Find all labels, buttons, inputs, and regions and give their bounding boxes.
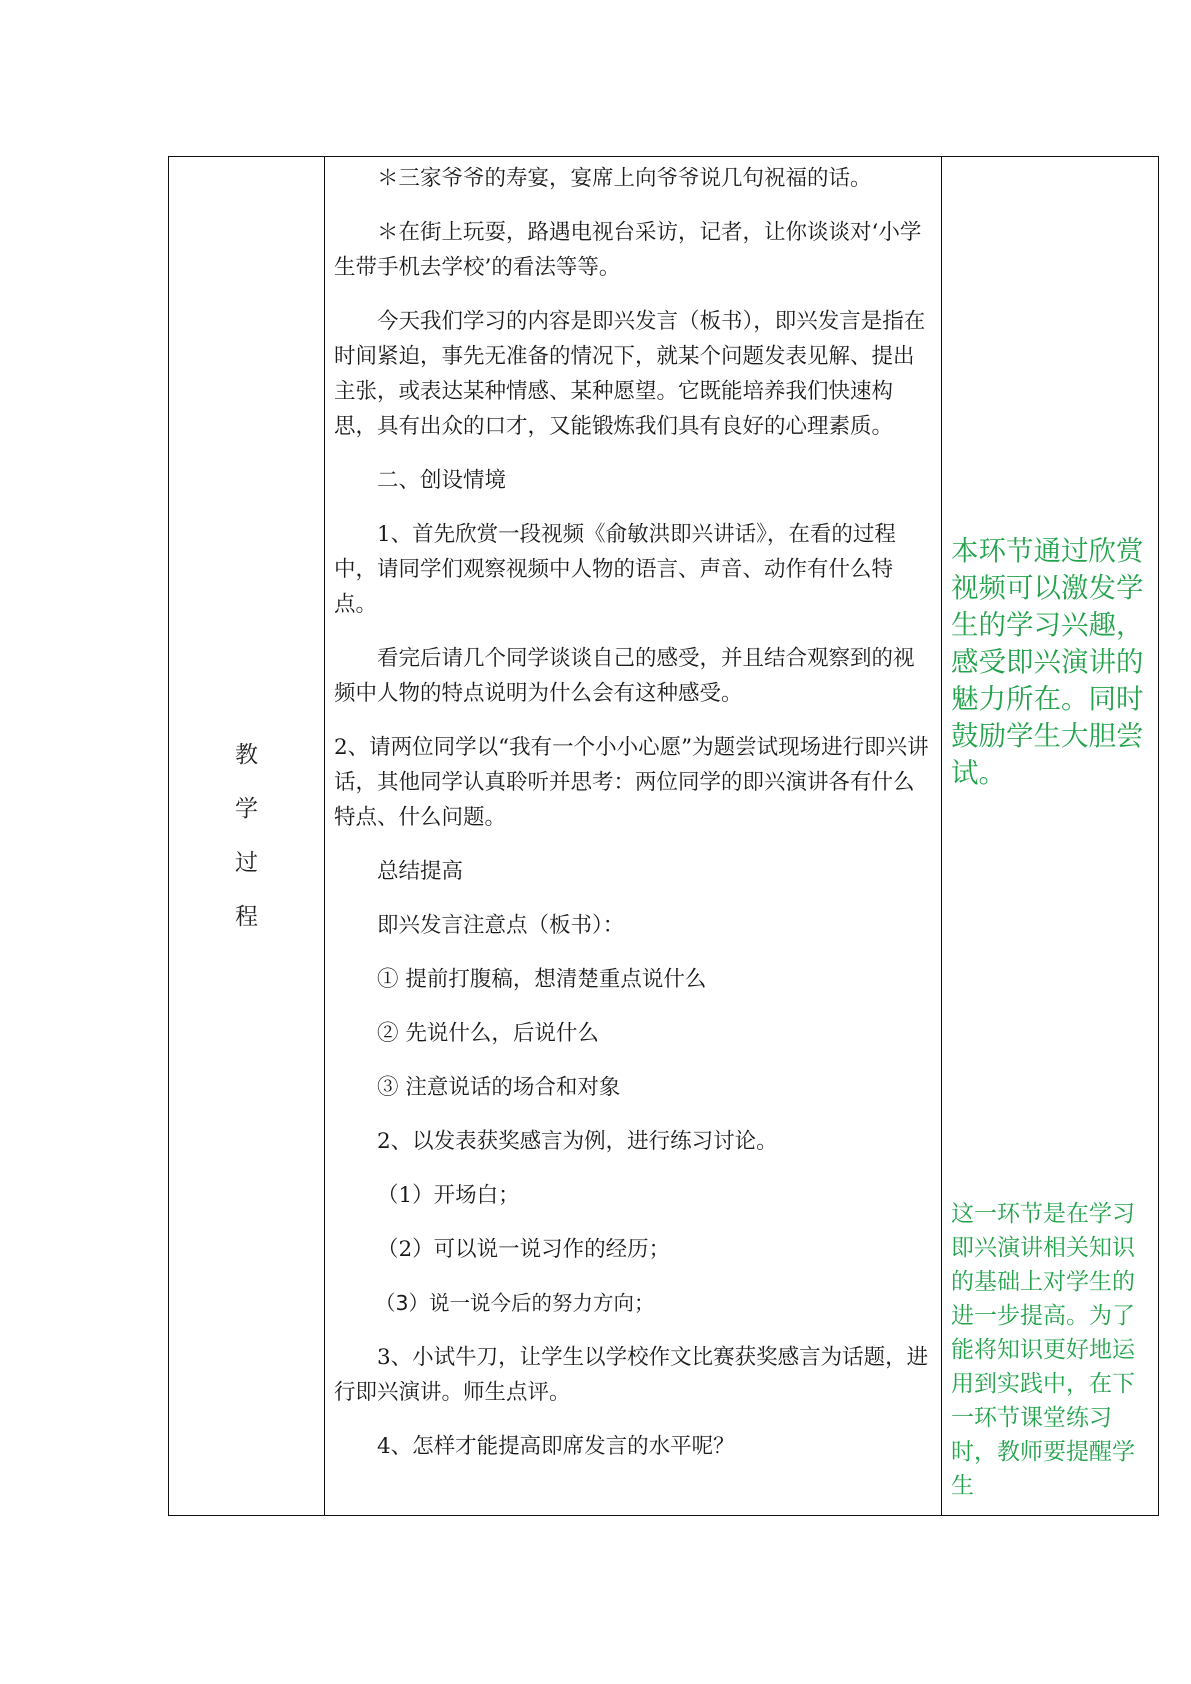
scenario-birthday: ＊三家爷爷的寿宴，宴席上向爷爷说几句祝福的话。 [377, 166, 872, 191]
design-note: 这一环节是在学习即兴演讲相关知识的基础上对学生的进一步提高。为了能将知识更好地运用到实践中，在下一环节课堂练习时，教师要提醒学生 [951, 1201, 1135, 1499]
speech-part-item: （2）可以说一说习作的经历； [377, 1237, 671, 1262]
speech-part-item: （1）开场白； [377, 1183, 520, 1208]
design-note: 本环节通过欣赏视频可以激发学生的学习兴趣，感受即兴演讲的魅力所在。同时鼓励学生大胆尝试。 [951, 535, 1144, 789]
key-point-item: ③ 注意说话的场合和对象 [377, 1075, 621, 1100]
step-video: 1、首先欣赏一段视频《俞敏洪即兴讲话》，在看的过程中，请同学们观察视频中人物的语言、声音、动作有什么特点。 [334, 522, 896, 617]
section-heading-situation: 二、创设情境 [377, 468, 507, 493]
scenario-interview: ＊在街上玩耍，路遇电视台采访，记者，让你谈谈对‘小学生带手机去学校’的看法等等。 [334, 220, 922, 280]
section-label-char: 程 [235, 904, 258, 930]
intro-paragraph: 今天我们学习的内容是即兴发言（板书），即兴发言是指在时间紧迫，事先无准备的情况下，就某个问题发表见解、提出主张，或表达某种情感、某种愿望。它既能培养我们快速构思，具有出众的口才，又能锻炼我们具有良好的心理素质。 [334, 309, 926, 439]
step-discussion: 看完后请几个同学谈谈自己的感受，并且结合观察到的视频中人物的特点说明为什么会有这种感受。 [334, 646, 915, 706]
table-row [169, 157, 1159, 1516]
key-points-heading: 即兴发言注意点（板书）： [377, 913, 625, 938]
speech-part-item: （3）说一说今后的努力方向； [375, 1291, 655, 1315]
key-point-item: ② 先说什么，后说什么 [377, 1021, 599, 1046]
design-notes-cell [942, 157, 1159, 1516]
lesson-table [168, 156, 1159, 1516]
key-point-item: ① 提前打腹稿，想清楚重点说什么 [377, 967, 707, 992]
section-label-cell [169, 157, 325, 1516]
step-question: 4、怎样才能提高即席发言的水平呢？ [377, 1434, 735, 1459]
section-label-char: 学 [235, 796, 258, 822]
step-wish-speech: 2、请两位同学以“我有一个小小心愿”为题尝试现场进行即兴讲话，其他同学认真聆听并思考：两位同学的即兴演讲各有什么特点、什么问题。 [334, 735, 929, 830]
step-practice: 3、小试牛刀，让学生以学校作文比赛获奖感言为话题，进行即兴演讲。师生点评。 [334, 1345, 929, 1405]
section-heading-summary: 总结提高 [377, 859, 464, 884]
section-label-char: 过 [235, 850, 258, 876]
section-label-char: 教 [235, 742, 258, 768]
lesson-content-cell [325, 157, 942, 1516]
step-acceptance-speech: 2、以发表获奖感言为例，进行练习讨论。 [377, 1129, 778, 1154]
